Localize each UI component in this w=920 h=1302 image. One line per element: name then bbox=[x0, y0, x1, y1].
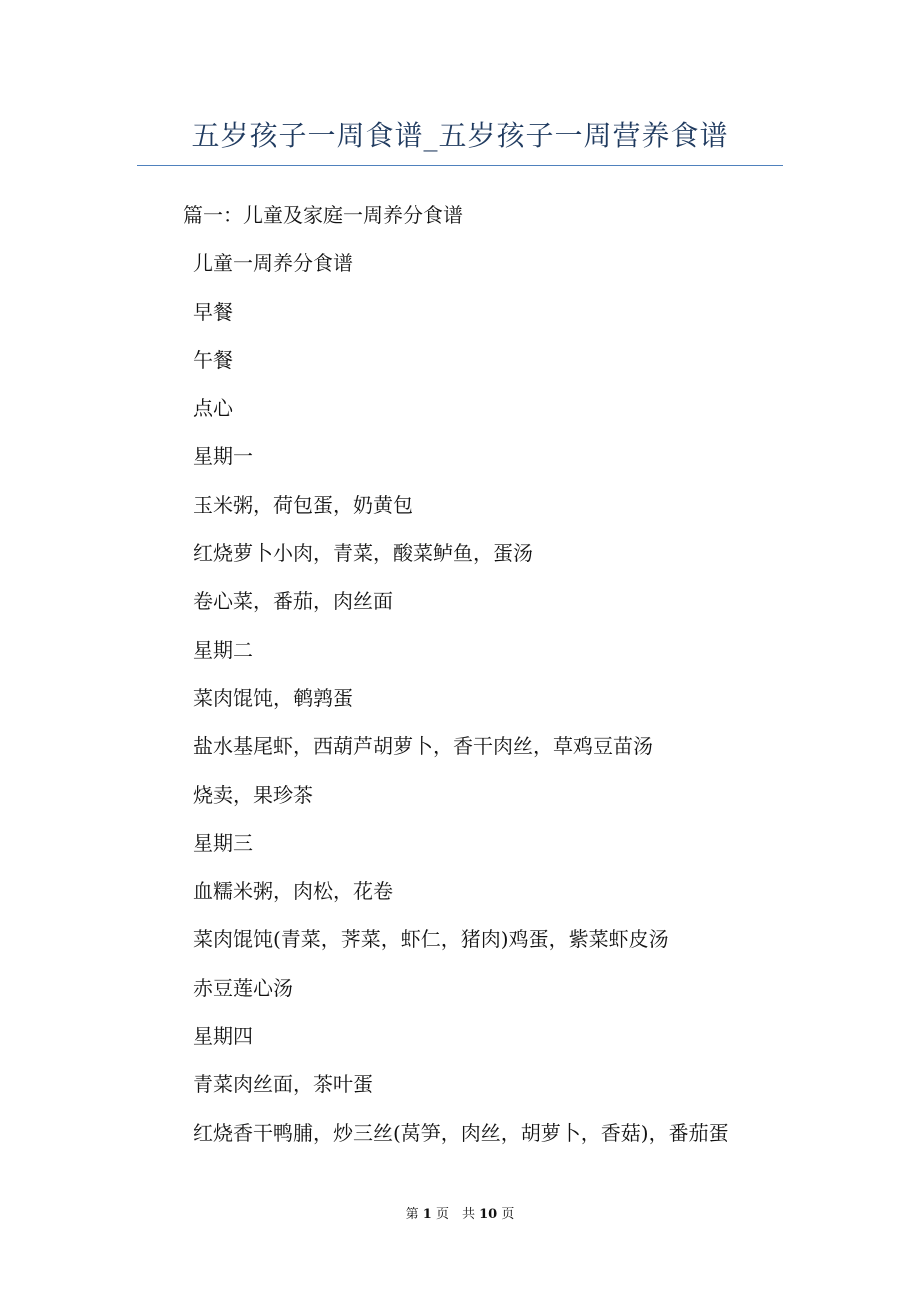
footer-current-page: 1 bbox=[422, 1207, 432, 1222]
body-line: 玉米粥，荷包蛋，奶黄包 bbox=[193, 492, 413, 517]
footer-page-mid: 页 共 bbox=[435, 1207, 475, 1222]
body-line: 星期三 bbox=[193, 830, 253, 855]
body-line: 赤豆莲心汤 bbox=[193, 975, 293, 1000]
body-line: 点心 bbox=[193, 396, 233, 421]
page-footer bbox=[0, 1202, 920, 1228]
body-line: 星期四 bbox=[193, 1024, 253, 1049]
body-line: 早餐 bbox=[193, 299, 233, 324]
footer-page-suffix: 页 bbox=[501, 1207, 515, 1222]
body-line: 盐水基尾虾，西葫芦胡萝卜，香干肉丝，草鸡豆苗汤 bbox=[193, 734, 653, 759]
title-underline-rule bbox=[137, 165, 783, 166]
body-line: 血糯米粥，肉松，花卷 bbox=[193, 879, 393, 904]
body-line: 红烧香干鸭脯，炒三丝(莴笋，肉丝，胡萝卜，香菇)，番茄蛋 bbox=[193, 1120, 729, 1145]
body-line: 星期一 bbox=[193, 444, 253, 469]
body-line: 卷心菜，番茄，肉丝面 bbox=[193, 589, 393, 614]
body-line: 菜肉馄饨(青菜，荠菜，虾仁，猪肉)鸡蛋，紫菜虾皮汤 bbox=[193, 927, 669, 952]
body-line: 儿童一周养分食谱 bbox=[193, 251, 353, 276]
section-heading: 篇一：儿童及家庭一周养分食谱 bbox=[183, 203, 463, 227]
document-body bbox=[0, 191, 920, 1157]
footer-total-pages: 10 bbox=[479, 1207, 498, 1222]
body-line: 星期二 bbox=[193, 637, 253, 662]
body-line: 午餐 bbox=[193, 347, 233, 372]
body-line: 青菜肉丝面，茶叶蛋 bbox=[193, 1072, 373, 1097]
document-title: 五岁孩子一周食谱_五岁孩子一周营养食谱 bbox=[191, 119, 729, 152]
body-line: 菜肉馄饨，鹌鹑蛋 bbox=[193, 685, 353, 710]
body-line: 红烧萝卜小肉，青菜，酸菜鲈鱼，蛋汤 bbox=[193, 541, 533, 566]
body-line: 烧卖，果珍茶 bbox=[193, 782, 313, 807]
footer-page-prefix: 第 bbox=[405, 1207, 419, 1222]
